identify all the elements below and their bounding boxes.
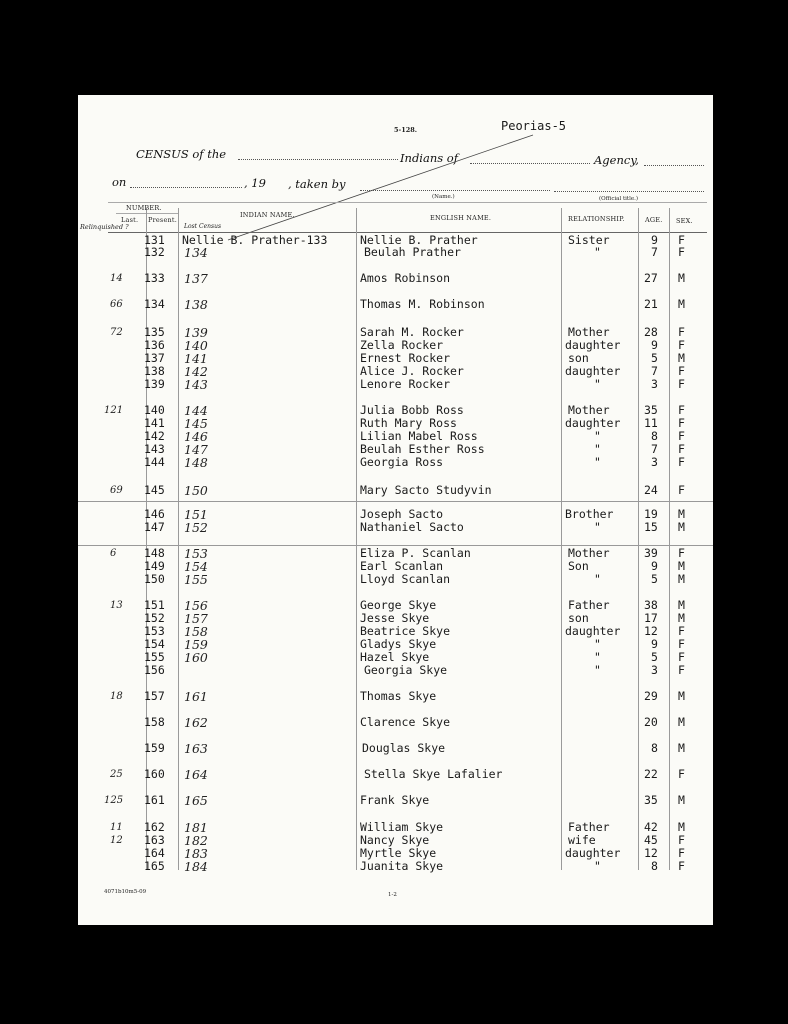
present-number: 146 [144, 507, 165, 521]
header-top-rule [108, 202, 707, 203]
english-name: Beatrice Skye [360, 624, 451, 638]
nineteen-label: , 19 [244, 176, 266, 190]
sex: F [678, 455, 685, 469]
sex: F [678, 767, 685, 781]
relationship: Sister [568, 233, 610, 247]
relationship: " [594, 442, 601, 456]
sex: F [678, 859, 685, 873]
present-number: 155 [144, 650, 165, 664]
family-separator [78, 501, 713, 502]
last-number: 6 [110, 548, 117, 559]
indian-name: 163 [184, 741, 208, 756]
last-number: 121 [104, 405, 124, 416]
english-name: Thomas M. Robinson [360, 297, 485, 311]
indian-name: 154 [184, 559, 208, 574]
sex: F [678, 650, 685, 664]
present-number: 144 [144, 455, 165, 469]
sex: F [678, 546, 685, 560]
relationship: daughter [565, 338, 621, 352]
indian-name: 138 [184, 297, 208, 312]
age: 12 [644, 846, 658, 860]
indian-name: 181 [184, 820, 208, 835]
sex: F [678, 833, 685, 847]
present-number: 142 [144, 429, 165, 443]
present-number: 138 [144, 364, 165, 378]
present-number: 133 [144, 271, 165, 285]
age: 11 [644, 416, 658, 430]
age: 3 [651, 663, 658, 677]
age: 9 [651, 338, 658, 352]
english-name: Frank Skye [360, 793, 430, 807]
age: 9 [651, 233, 658, 247]
present-number: 134 [144, 297, 165, 311]
age: 29 [644, 689, 658, 703]
indian-name: 145 [184, 416, 208, 431]
relationship: " [594, 520, 601, 534]
sex: M [678, 793, 685, 807]
present-number: 161 [144, 793, 165, 807]
indian-name: 148 [184, 455, 208, 470]
last-number: 14 [110, 273, 123, 284]
present-number: 163 [144, 833, 165, 847]
indian-name: 141 [184, 351, 208, 366]
age: 22 [644, 767, 658, 781]
age: 35 [644, 403, 658, 417]
age: 7 [651, 442, 658, 456]
indian-name: 152 [184, 520, 208, 535]
sex-header: SEX. [676, 217, 693, 225]
agency-label: Agency, [594, 153, 639, 167]
sex: F [678, 416, 685, 430]
sex: F [678, 663, 685, 677]
column-divider [178, 208, 179, 870]
english-name: Myrtle Skye [360, 846, 437, 860]
indians-of-label: Indians of [400, 151, 458, 165]
english-name: Earl Scanlan [360, 559, 444, 573]
present-header: Present. [148, 216, 177, 224]
indian-name: 150 [184, 483, 208, 498]
english-name: Ernest Rocker [360, 351, 451, 365]
small-note: Lost Census [184, 223, 222, 230]
sex: F [678, 245, 685, 259]
sex: F [678, 233, 685, 247]
sex: M [678, 572, 685, 586]
age: 7 [651, 364, 658, 378]
relationship: Mother [568, 403, 610, 417]
indian-name: 161 [184, 689, 208, 704]
english-name: Juanita Skye [360, 859, 444, 873]
present-number: 162 [144, 820, 165, 834]
age: 17 [644, 611, 658, 625]
sex: M [678, 351, 685, 365]
age: 5 [651, 351, 658, 365]
indian-name: 140 [184, 338, 208, 353]
indian-name: 155 [184, 572, 208, 587]
present-number: 157 [144, 689, 165, 703]
indian-name: 184 [184, 859, 208, 874]
age: 3 [651, 377, 658, 391]
indian-name: 183 [184, 846, 208, 861]
indian-name: 142 [184, 364, 208, 379]
census-of-label: CENSUS of the [136, 147, 227, 161]
present-number: 159 [144, 741, 165, 755]
present-number: 141 [144, 416, 165, 430]
english-name: Alice J. Rocker [360, 364, 464, 378]
last-number: 13 [110, 600, 123, 611]
relationship: Mother [568, 546, 610, 560]
number-subrule [116, 213, 178, 214]
age: 39 [644, 546, 658, 560]
sex: M [678, 271, 685, 285]
present-number: 158 [144, 715, 165, 729]
present-number: 135 [144, 325, 165, 339]
english-name: George Skye [360, 598, 437, 612]
relationship: wife [568, 833, 596, 847]
name-caption: (Name.) [432, 194, 455, 200]
relationship: " [594, 572, 601, 586]
present-number: 143 [144, 442, 165, 456]
sex: F [678, 338, 685, 352]
present-number: 131 [144, 233, 165, 247]
present-number: 145 [144, 483, 165, 497]
sex: M [678, 520, 685, 534]
sex: F [678, 624, 685, 638]
sex: F [678, 325, 685, 339]
age: 8 [651, 741, 658, 755]
tribe-header: Peorias-5 [501, 119, 567, 133]
indian-name: 182 [184, 833, 208, 848]
last-number: 11 [110, 822, 123, 833]
relationship: Father [568, 820, 610, 834]
taken-by-label: , taken by [288, 177, 346, 191]
last-number: 12 [110, 835, 123, 846]
sex: F [678, 377, 685, 391]
english-name: Stella Skye Lafalier [364, 767, 503, 781]
indian-name: 137 [184, 271, 208, 286]
sex: F [678, 846, 685, 860]
age: 27 [644, 271, 658, 285]
sex: M [678, 820, 685, 834]
indian-name-header: INDIAN NAME. [240, 211, 295, 219]
indian-name: 146 [184, 429, 208, 444]
age: 20 [644, 715, 658, 729]
age: 15 [644, 520, 658, 534]
english-name: Georgia Ross [360, 455, 444, 469]
relationship: daughter [565, 624, 621, 638]
english-name: Nellie B. Prather [360, 233, 478, 247]
official-title-caption: (Official title.) [599, 196, 639, 202]
english-name: Thomas Skye [360, 689, 437, 703]
present-number: 151 [144, 598, 165, 612]
age-header: AGE. [645, 216, 663, 224]
footer-page: 1-2 [388, 892, 397, 898]
relationship: " [594, 650, 601, 664]
english-name: Clarence Skye [360, 715, 451, 729]
age: 5 [651, 572, 658, 586]
relationship: " [594, 455, 601, 469]
column-divider [561, 208, 562, 870]
sex: M [678, 598, 685, 612]
indian-name: 143 [184, 377, 208, 392]
present-number: 154 [144, 637, 165, 651]
indian-name: 144 [184, 403, 208, 418]
sex: M [678, 297, 685, 311]
english-name: William Skye [360, 820, 444, 834]
present-number: 153 [144, 624, 165, 638]
present-number: 137 [144, 351, 165, 365]
last-number: 18 [110, 691, 123, 702]
english-name: Lloyd Scanlan [360, 572, 451, 586]
relationship: son [568, 611, 589, 625]
relationship: daughter [565, 364, 621, 378]
age: 8 [651, 429, 658, 443]
last-number: 66 [110, 299, 123, 310]
english-name: Jesse Skye [360, 611, 430, 625]
english-name: Beulah Esther Ross [360, 442, 485, 456]
margin-note: Relinquished ? [80, 223, 129, 231]
indian-name: 147 [184, 442, 208, 457]
last-number: 125 [104, 795, 124, 806]
age: 3 [651, 455, 658, 469]
relationship: Brother [565, 507, 614, 521]
present-number: 164 [144, 846, 165, 860]
age: 9 [651, 637, 658, 651]
present-number: 136 [144, 338, 165, 352]
age: 5 [651, 650, 658, 664]
sex: M [678, 507, 685, 521]
english-name: Julia Bobb Ross [360, 403, 464, 417]
present-number: 152 [144, 611, 165, 625]
relationship: " [594, 859, 601, 873]
english-name: Douglas Skye [362, 741, 446, 755]
sex: M [678, 559, 685, 573]
age: 8 [651, 859, 658, 873]
relationship: " [594, 637, 601, 651]
english-name: Nathaniel Sacto [360, 520, 464, 534]
english-name: Joseph Sacto [360, 507, 444, 521]
english-name: Nancy Skye [360, 833, 430, 847]
last-header: Last. [121, 216, 139, 224]
census-page [78, 95, 713, 925]
present-number: 140 [144, 403, 165, 417]
sex: F [678, 403, 685, 417]
age: 35 [644, 793, 658, 807]
english-name: Sarah M. Rocker [360, 325, 464, 339]
english-name: Mary Sacto Studyvin [360, 483, 492, 497]
relationship: son [568, 351, 589, 365]
english-name-header: ENGLISH NAME. [430, 214, 492, 222]
sex: F [678, 364, 685, 378]
present-number: 148 [144, 546, 165, 560]
indian-name: 156 [184, 598, 208, 613]
age: 42 [644, 820, 658, 834]
indian-name: 165 [184, 793, 208, 808]
age: 12 [644, 624, 658, 638]
sex: F [678, 483, 685, 497]
indian-name: 157 [184, 611, 208, 626]
relationship: daughter [565, 846, 621, 860]
sex: M [678, 715, 685, 729]
last-number: 69 [110, 485, 123, 496]
number-header: NUMBER. [126, 204, 162, 212]
english-name: Beulah Prather [364, 245, 461, 259]
last-number: 25 [110, 769, 123, 780]
present-number: 165 [144, 859, 165, 873]
english-name: Lilian Mabel Ross [360, 429, 478, 443]
relationship: Son [568, 559, 589, 573]
english-name: Amos Robinson [360, 271, 451, 285]
column-divider [638, 208, 639, 870]
last-number: 72 [110, 327, 123, 338]
age: 19 [644, 507, 658, 521]
column-divider [356, 208, 357, 870]
sex: M [678, 741, 685, 755]
indian-name: 158 [184, 624, 208, 639]
footer-code: 4071b10m5-09 [104, 889, 147, 895]
english-name: Gladys Skye [360, 637, 437, 651]
relationship: daughter [565, 416, 621, 430]
indian-name: 151 [184, 507, 208, 522]
indian-name: Nellie B. Prather-133 [182, 233, 328, 247]
relationship: " [594, 429, 601, 443]
indian-name: 153 [184, 546, 208, 561]
indian-name: 164 [184, 767, 208, 782]
relationship: " [594, 245, 601, 259]
present-number: 149 [144, 559, 165, 573]
present-number: 160 [144, 767, 165, 781]
relationship: Father [568, 598, 610, 612]
sex: F [678, 637, 685, 651]
indian-name: 160 [184, 650, 208, 665]
relationship: " [594, 663, 601, 677]
present-number: 139 [144, 377, 165, 391]
indian-name: 134 [184, 245, 208, 260]
age: 24 [644, 483, 658, 497]
form-number: 5-128. [394, 126, 418, 134]
english-name: Ruth Mary Ross [360, 416, 457, 430]
present-number: 156 [144, 663, 165, 677]
age: 28 [644, 325, 658, 339]
sex: M [678, 611, 685, 625]
sex: M [678, 689, 685, 703]
relationship: Mother [568, 325, 610, 339]
on-label: on [112, 175, 127, 189]
age: 38 [644, 598, 658, 612]
sex: F [678, 442, 685, 456]
english-name: Georgia Skye [364, 663, 448, 677]
column-divider [669, 208, 670, 870]
present-number: 150 [144, 572, 165, 586]
english-name: Hazel Skye [360, 650, 430, 664]
indian-name: 162 [184, 715, 208, 730]
english-name: Lenore Rocker [360, 377, 451, 391]
present-number: 147 [144, 520, 165, 534]
age: 45 [644, 833, 658, 847]
english-name: Eliza P. Scanlan [360, 546, 471, 560]
sex: F [678, 429, 685, 443]
age: 7 [651, 245, 658, 259]
relationship: " [594, 377, 601, 391]
relationship-header: RELATIONSHIP. [568, 215, 625, 223]
age: 21 [644, 297, 658, 311]
present-number: 132 [144, 245, 165, 259]
strike-line [78, 95, 713, 295]
english-name: Zella Rocker [360, 338, 444, 352]
indian-name: 139 [184, 325, 208, 340]
indian-name: 159 [184, 637, 208, 652]
age: 9 [651, 559, 658, 573]
